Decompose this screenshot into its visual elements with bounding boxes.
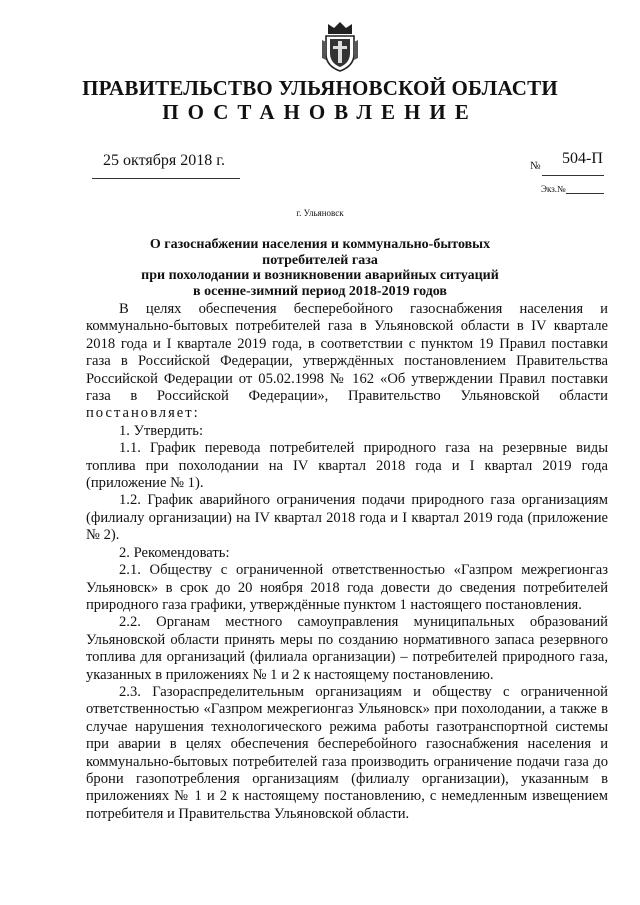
copy-underline (566, 193, 604, 194)
document-body (86, 301, 608, 823)
document-type: ПОСТАНОВЛЕНИЕ (162, 100, 478, 124)
paragraph-item-1-2: 1.2. График аварийного ограничения подачи природного газа организациям (филиалу организации) на IV квартал 2018 года и I квартал 2019 года (приложение № 2). (86, 492, 608, 544)
copy-number (541, 184, 604, 194)
title-line: О газоснабжении населения и коммунально-бытовых потребителей газа (149, 237, 491, 268)
document-number: 504-П (562, 150, 603, 167)
paragraph-intro (86, 301, 608, 423)
city: г. Ульяновск (296, 208, 344, 218)
number-underline (542, 175, 604, 176)
paragraph-item-2: 2. Рекомендовать: (119, 544, 230, 561)
paragraph-item-1: 1. Утвердить: (119, 422, 204, 439)
intro-text: В целях обеспечения бесперебойного газоснабжения населения и коммунально-бытовых потребителей газа в Ульяновской области в IV квартале 2018 года и I квартале 2019 года, в соответствии с пунктом 19 Правил поставки газа в Российской Федерации, утверждённых постановлением Правительства Российской Федерации от 05.02.1998 № 162 «Об утверждении Правил поставки газа в Российской Федерации», Правительство Ульяновской области (86, 301, 608, 405)
title-line: в осенне-зимний период 2018-2019 годов (193, 283, 447, 299)
decree-word: постановляет: (86, 405, 200, 422)
date-underline (92, 178, 240, 179)
title-line: при похолодании и возникновении аварийных ситуаций (141, 268, 499, 283)
document-title (110, 237, 530, 299)
document-date: 25 октября 2018 г. (103, 152, 225, 169)
number-sign: № (530, 160, 541, 172)
paragraph-item-2-3: 2.3. Газораспределительным организациям и обществу с ограниченной ответственностью «Газпром межрегионгаз Ульяновск» при похолодании, а также в случае нарушения технологического режима работы газотранспортной системы при аварии в целях обеспечения бесперебойного газоснабжения населения и коммунально-бытовых потребителей газа производить ограничение подачи газа до брони газопотребления организациям (филиалу организации), указанным в приложениях № 1 и 2 к настоящему постановлению, с немедленным извещением потребителя и Правительства Ульяновской области. (86, 683, 608, 822)
paragraph-item-1-1: 1.1. График перевода потребителей природного газа на резервные виды топлива при похолодании на IV квартал 2018 года и I квартал 2019 года (приложение № 1). (86, 440, 608, 492)
coat-of-arms-icon (322, 20, 358, 72)
paragraph-item-2-2: 2.2. Органам местного самоуправления муниципальных образований Ульяновской области принять меры по созданию нормативного запаса резервного топлива для организаций (филиала организации) – потребителей природного газа, указанных в приложениях № 1 и 2 к настоящему постановлению. (86, 614, 608, 683)
copy-label: Экз.№ (541, 184, 566, 194)
organization-name: ПРАВИТЕЛЬСТВО УЛЬЯНОВСКОЙ ОБЛАСТИ (82, 76, 558, 100)
paragraph-item-2-1: 2.1. Обществу с ограниченной ответственностью «Газпром межрегионгаз Ульяновск» в срок до 20 ноября 2018 года довести до сведения потребителей природного газа графики, утверждённые пунктом 1 настоящего постановления. (86, 562, 608, 613)
